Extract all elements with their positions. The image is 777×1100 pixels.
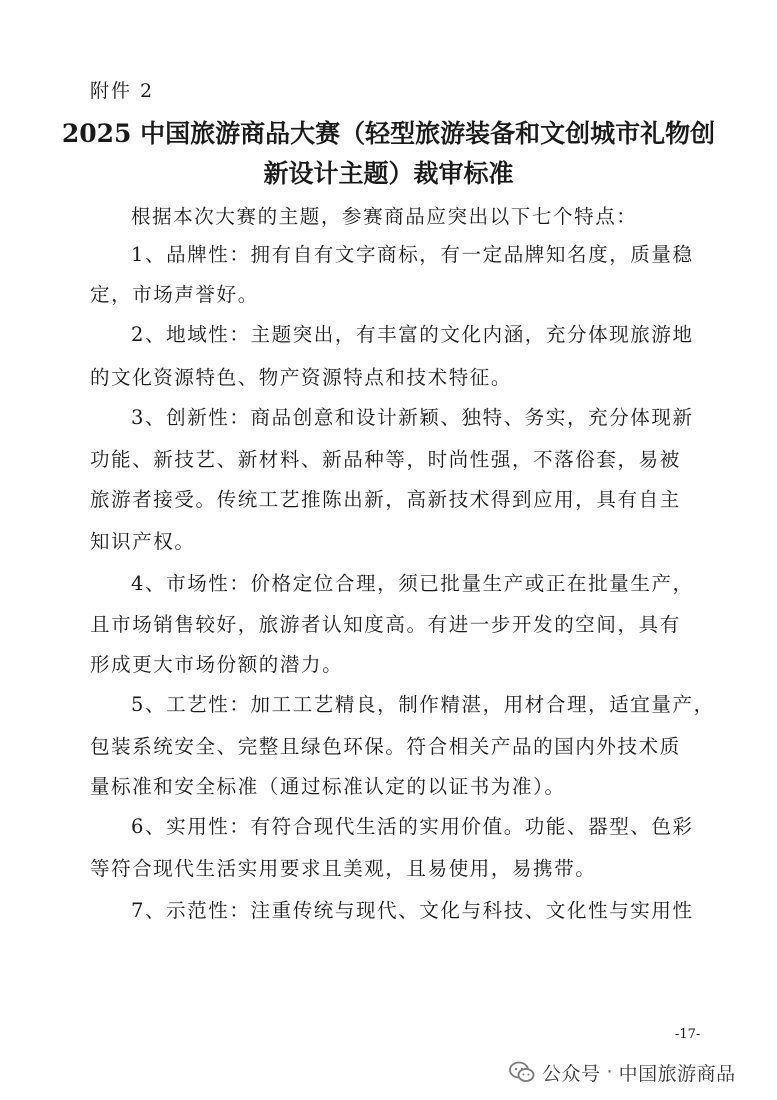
criterion-4-line: 且市场销售较好，旅游者认知度高。有进一步开发的空间，具有 — [90, 613, 681, 636]
criterion-1-line: 1、品牌性：拥有自有文字商标，有一定品牌知名度，质量稳 — [131, 243, 694, 266]
criterion-7-line: 7、示范性：注重传统与现代、文化与科技、文化性与实用性 — [131, 899, 694, 922]
watermark-account-name: 中国旅游商品 — [618, 1062, 736, 1085]
criterion-5-line: 量标准和安全标准（通过标准认定的以证书为准）。 — [90, 775, 566, 798]
criterion-1-line: 定，市场声誉好。 — [90, 283, 259, 306]
document-title-line-1: 2025 中国旅游商品大赛（轻型旅游装备和文创城市礼物创 — [61, 119, 716, 148]
watermark-prefix: 公众号 — [542, 1062, 601, 1085]
wechat-watermark — [508, 1058, 736, 1086]
criterion-4-line: 4、市场性：价格定位合理，须已批量生产或正在批量生产， — [131, 572, 694, 595]
watermark-separator: · — [606, 1061, 613, 1083]
criterion-4-line: 形成更大市场份额的潜力。 — [90, 653, 344, 676]
criterion-3-line: 3、创新性：商品创意和设计新颖、独特、务实，充分体现新 — [131, 406, 694, 429]
wechat-icon — [508, 1060, 536, 1084]
criterion-5-line: 5、工艺性：加工工艺精良，制作精湛，用材合理，适宜量产， — [131, 693, 715, 716]
criterion-2-line: 2、地域性：主题突出，有丰富的文化内涵，充分体现旅游地 — [131, 323, 694, 346]
criterion-6-line: 6、实用性：有符合现代生活的实用价值。功能、器型、色彩 — [131, 815, 694, 838]
intro-paragraph: 根据本次大赛的主题，参赛商品应突出以下七个特点： — [131, 205, 638, 228]
attachment-label: 附件 2 — [90, 80, 155, 102]
page-number: -17- — [675, 1027, 701, 1042]
criterion-5-line: 包装系统安全、完整且绿色环保。符合相关产品的国内外技术质 — [90, 735, 681, 758]
criterion-6-line: 等符合现代生活实用要求且美观，且易使用，易携带。 — [90, 857, 597, 880]
criterion-3-line: 旅游者接受。传统工艺推陈出新，高新技术得到应用，具有自主 — [90, 488, 681, 511]
criterion-2-line: 的文化资源特色、物产资源特点和技术特征。 — [90, 366, 513, 389]
criterion-3-line: 知识产权。 — [90, 530, 196, 553]
document-title-line-2: 新设计主题）裁审标准 — [263, 159, 514, 188]
criterion-3-line: 功能、新技艺、新材料、新品种等，时尚性强，不落俗套，易被 — [90, 448, 681, 471]
